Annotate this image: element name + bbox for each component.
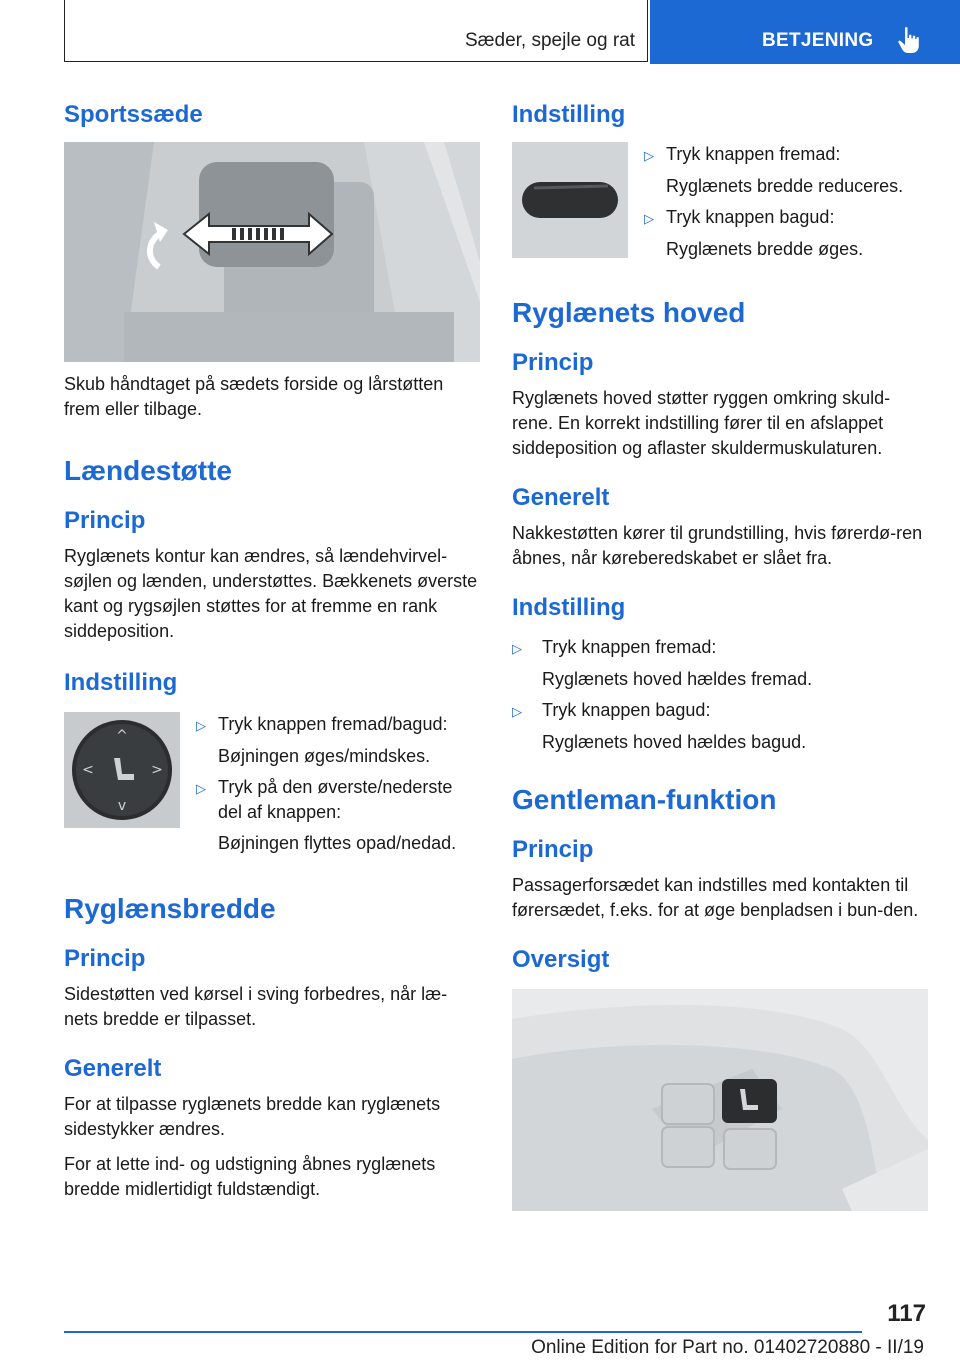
head-adjust-heading: Indstilling — [512, 594, 626, 621]
edition-note: Online Edition for Part no. 01402720880 - II/19 — [531, 1337, 924, 1358]
lumbar-step — [196, 712, 480, 769]
width-general-text-2: For at lette ind- og udstigning åbnes ryglænets bredde midlertidigt fuldstændigt. — [64, 1154, 436, 1199]
step-triangle-icon: ▷ — [196, 718, 206, 733]
svg-text:<: < — [82, 762, 94, 778]
head-general-text: Nakkestøtten kører til grundstilling, hvis førerdø-ren åbnes, når køreberedskabet er slået fra. — [512, 523, 923, 568]
width-general-text-1: For at tilpasse ryglænets bredde kan ryglænets sidestykker ændres. — [64, 1094, 441, 1139]
width-step — [644, 142, 928, 199]
head-principle-text: Ryglænets hoved støtter ryggen omkring skuld-rene. En korrekt indstilling fører til en afslappet siddeposition og aflaster skuldermuskulaturen. — [512, 388, 891, 458]
step-triangle-icon: ▷ — [644, 211, 654, 226]
step-result: Ryglænets bredde reduceres. — [666, 176, 904, 196]
step-action: Tryk knappen bagud: — [666, 207, 835, 227]
page-number: 117 — [887, 1300, 926, 1327]
gentleman-heading: Gentleman-funktion — [512, 784, 777, 815]
lumbar-adjust-heading: Indstilling — [64, 669, 178, 696]
step-action: Tryk knappen fremad: — [666, 144, 841, 164]
right-column — [512, 100, 928, 1211]
step-triangle-icon: ▷ — [512, 704, 522, 719]
width-steps — [644, 142, 928, 268]
svg-text:v: v — [117, 798, 127, 814]
lumbar-principle-heading: Princip — [64, 507, 146, 534]
step-result: Ryglænets bredde øges. — [666, 239, 864, 259]
width-principle-heading: Princip — [64, 945, 146, 972]
width-adjust-heading: Indstilling — [512, 101, 626, 128]
lumbar-steps — [196, 712, 480, 862]
head-step — [512, 698, 928, 755]
lumbar-heading: Lændestøtte — [64, 455, 232, 486]
section-title: BETJENING — [762, 30, 874, 51]
svg-text:>: > — [151, 762, 163, 778]
step-action: Tryk knappen fremad/bagud: — [218, 714, 448, 734]
footer-divider — [64, 1331, 862, 1333]
sports-seat-photo — [64, 142, 480, 362]
gentleman-principle-heading: Princip — [512, 836, 594, 863]
step-triangle-icon: ▷ — [644, 148, 654, 163]
width-switch-photo — [512, 142, 628, 258]
head-steps — [512, 635, 928, 755]
svg-text:^: ^ — [116, 728, 128, 744]
sports-seat-heading: Sportssæde — [64, 101, 203, 128]
step-result: Ryglænets hoved hældes bagud. — [542, 732, 807, 752]
lumbar-switch-photo — [64, 712, 180, 828]
header-section-tab — [650, 0, 960, 64]
lumbar-step — [196, 775, 480, 856]
sports-seat-caption: Skub håndtaget på sædets forside og lårstøtten frem eller tilbage. — [64, 374, 444, 419]
left-column — [64, 100, 480, 1212]
lumbar-principle-text: Ryglænets kontur kan ændres, så lændehvirvel-søjlen og lænden, understøttes. Bækkenets øverste kant og rygsøjlen støttes for at fremme en rank siddeposition. — [64, 546, 478, 641]
hand-pointer-icon — [896, 26, 922, 54]
step-result: Ryglænets hoved hældes fremad. — [542, 669, 813, 689]
backrest-width-heading: Ryglænsbredde — [64, 893, 276, 924]
step-triangle-icon: ▷ — [196, 781, 206, 796]
head-general-heading: Generelt — [512, 484, 610, 511]
width-step — [644, 205, 928, 262]
chapter-title: Sæder, spejle og rat — [464, 30, 635, 51]
head-step — [512, 635, 928, 692]
step-action: Tryk knappen fremad: — [542, 637, 717, 657]
step-result: Bøjningen øges/mindskes. — [218, 746, 431, 766]
head-principle-heading: Princip — [512, 349, 594, 376]
header-chapter-box — [64, 0, 648, 62]
gentleman-switch-photo — [512, 989, 928, 1211]
step-triangle-icon: ▷ — [512, 641, 522, 656]
width-general-heading: Generelt — [64, 1055, 162, 1082]
width-principle-text: Sidestøtten ved kørsel i sving forbedres, når læ-nets bredde er tilpasset. — [64, 984, 448, 1029]
backrest-head-heading: Ryglænets hoved — [512, 297, 746, 328]
gentleman-overview-heading: Oversigt — [512, 946, 610, 973]
step-result: Bøjningen flyttes opad/nedad. — [218, 833, 457, 853]
step-action: Tryk knappen bagud: — [542, 700, 711, 720]
gentleman-principle-text: Passagerforsædet kan indstilles med kontakten til førersædet, f.eks. for at øge benpladsen i bun-den. — [512, 875, 919, 920]
step-action: Tryk på den øverste/nederste del af knappen: — [218, 777, 453, 822]
